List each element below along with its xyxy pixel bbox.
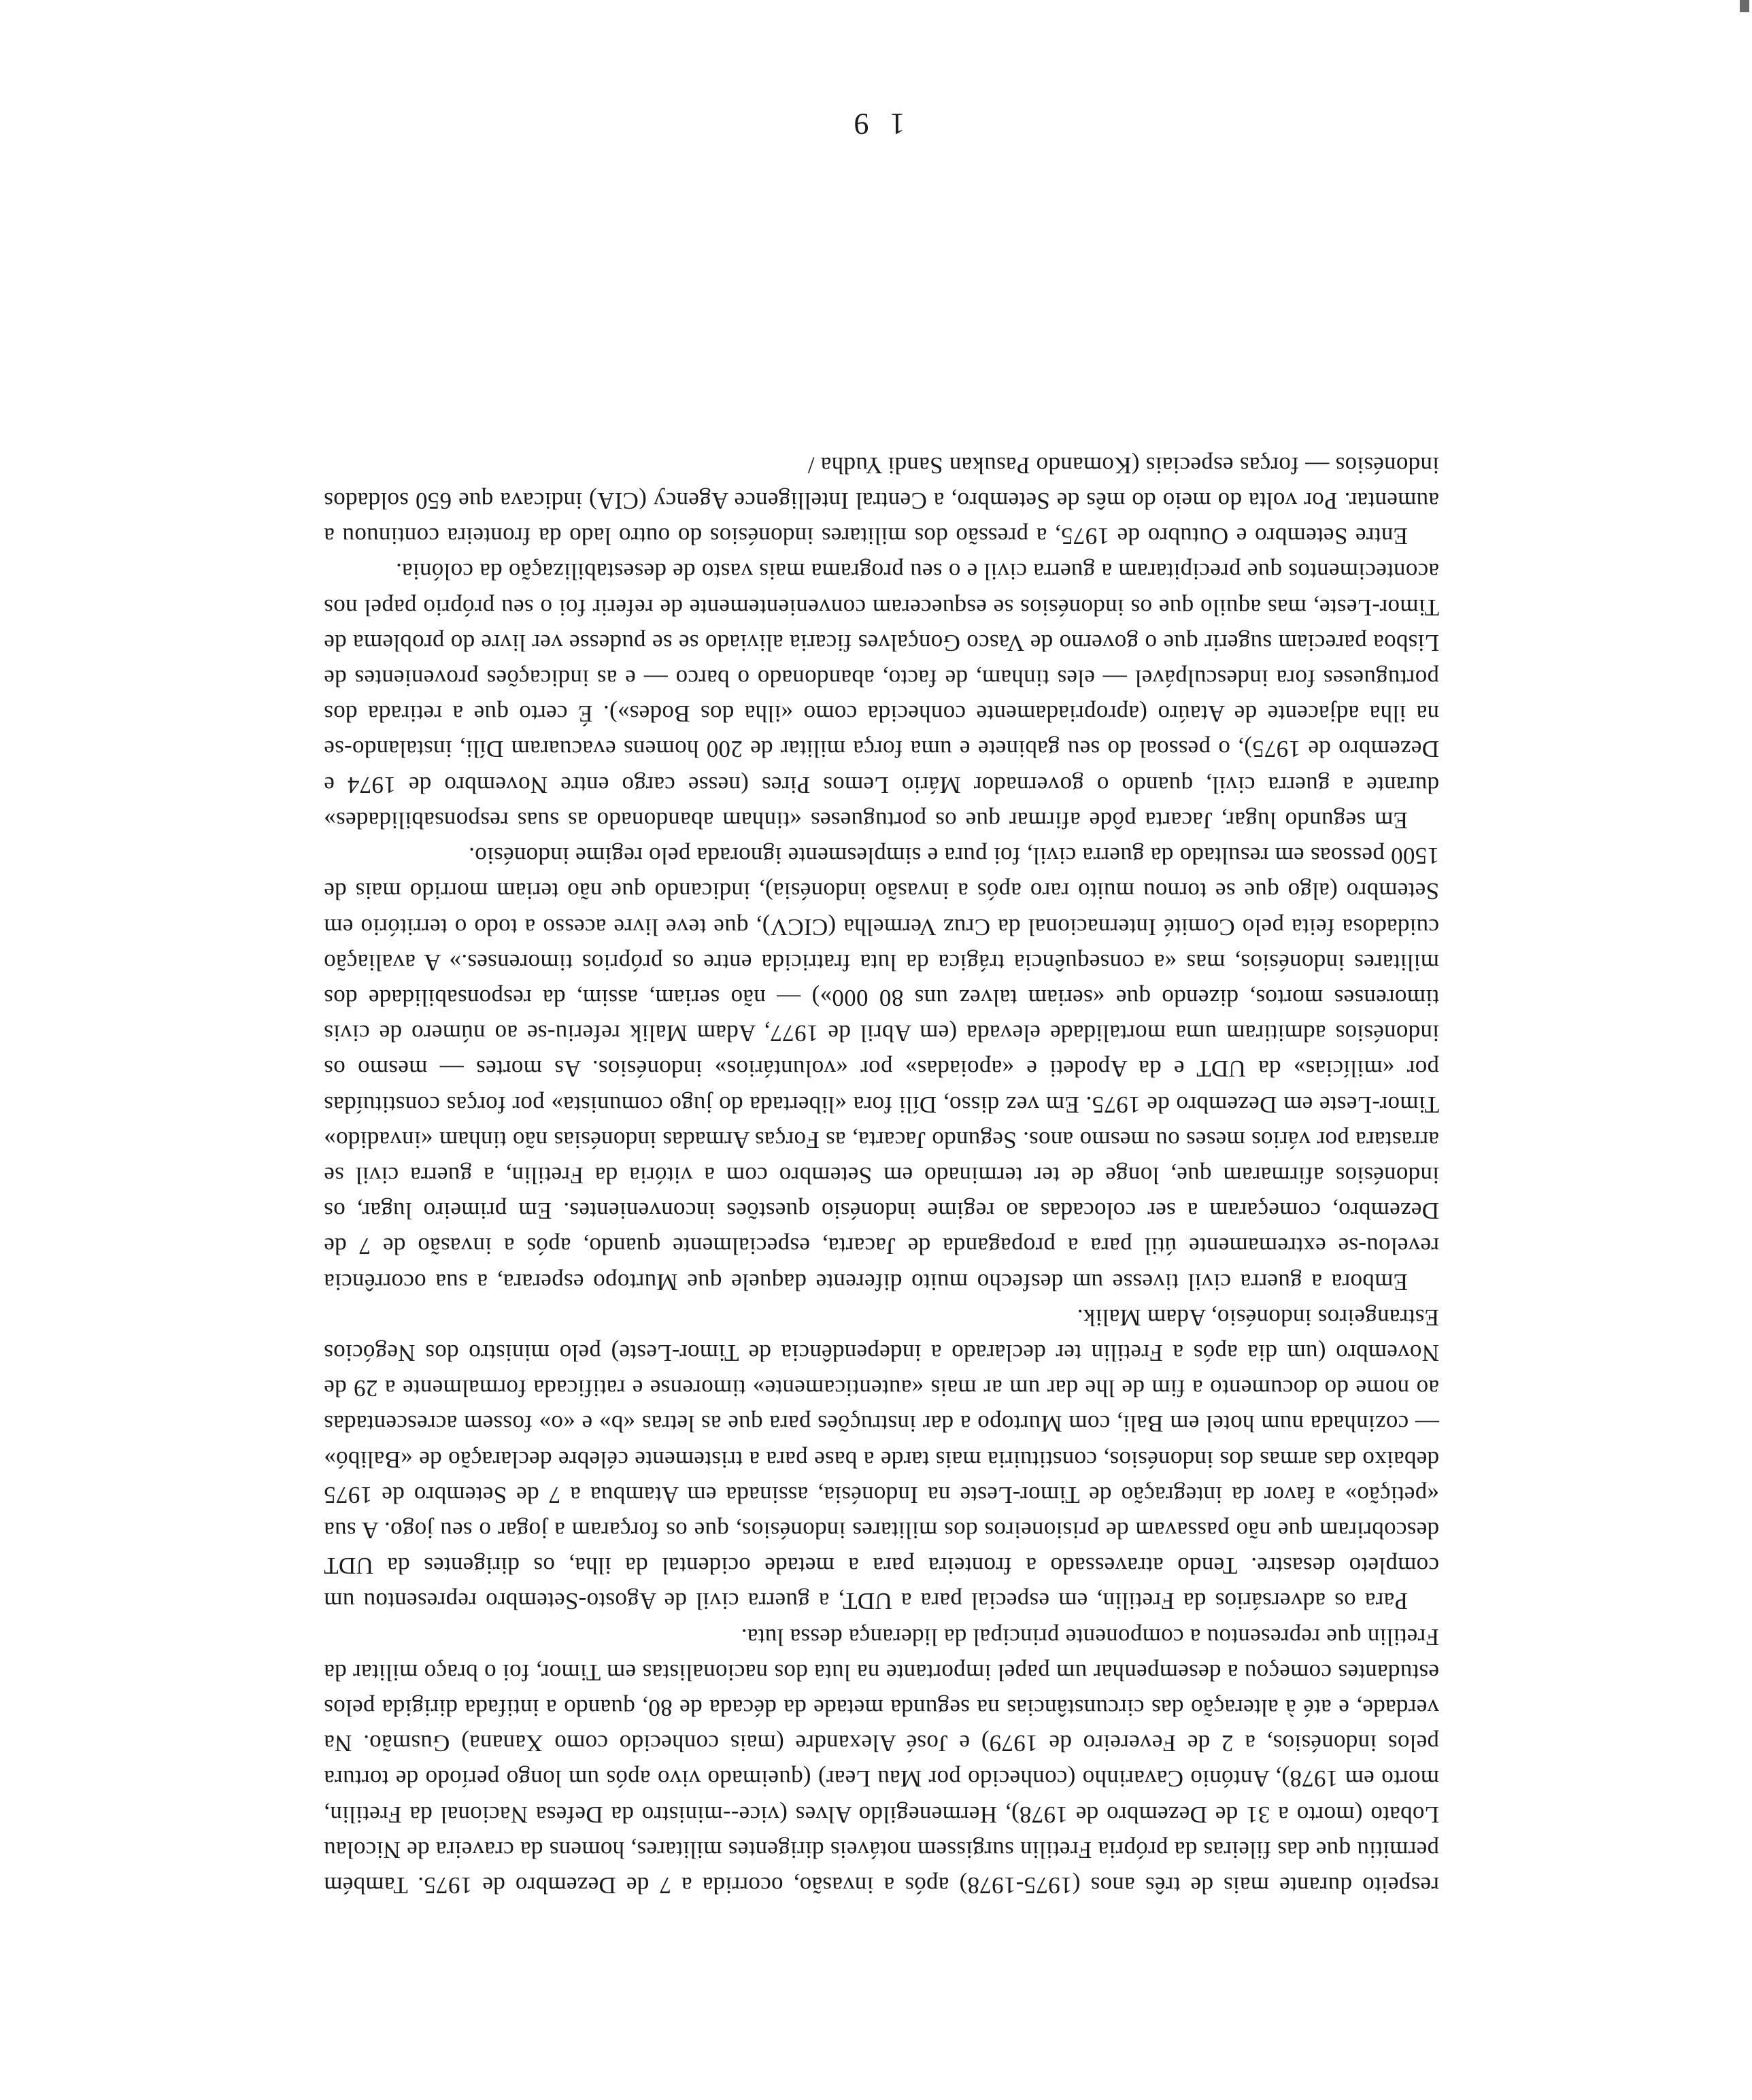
body-text [324,447,1439,1903]
paragraph-3: Embora a guerra civil tivesse um desfecho muito diferente daquele que Murtopo esperara, a sua ocorrência revelou-se extremamente útil para a propaganda de Jacarta, especialmente quando, após a invasão de 7 de Dezembro, começaram a ser colocadas ao regime indonésio questões inconvenientes. Em primeiro lugar, os indonésios afirmaram que, longe de ter terminado em Setembro com a vitória da Fretilin, a guerra civil se arrastara por vários meses ou mesmo anos. Segundo Jacarta, as Forças Armadas indonésias não tinham «invadido» Timor-Leste em Dezembro de 1975. Em vez disso, Díli fora «libertada do jugo comunista» por forças constituídas por «milícias» da UDT e da Apodeti e «apoiadas» por «voluntários» indonésios. As mortes — mesmo os indonésios admitiram uma mortalidade elevada (em Abril de 1977, Adam Malik referiu-se ao número de civis timorenses mortos, dizendo que «seriam talvez uns 80 000») — não seriam, assim, da responsabilidade dos militares indonésios, mas «a consequência trágica da luta fratricida entre os próprios timorenses.» A avaliação cuidadosa feita pelo Comité Internacional da Cruz Vermelha (CICV), que teve livre acesso a todo o território em Setembro (algo que se tornou muito raro após a invasão indonésia), indicando que não teriam morrido mais de 1500 pessoas em resultado da guerra civil, foi pura e simplesmente ignorada pelo regime indonésio. [324,843,1439,1295]
paragraph-4: Em segundo lugar, Jacarta pôde afirmar que os portugueses «tinham abandonado as suas responsabilidades» durante a guerra civil, quando o governador Mário Lemos Pires (nesse cargo entre Novembro de 1974 e Dezembro de 1975), o pessoal do seu gabinete e uma força militar de 200 homens evacuaram Díli, instalando-se na ilha adjacente de Ataúro (apropriadamente conhecida como «ilha dos Bodes»). É certo que a retirada dos portugueses fora indesculpável — eles tinham, de facto, abandonado o barco — e as indicações provenientes de Lisboa pareciam sugerir que o governo de Vasco Gonçalves ficaria aliviado se se pudesse ver livre do problema de Timor-Leste, mas aquilo que os indonésios se esqueceram convenientemente de referir foi o seu próprio papel nos acontecimentos que precipitaram a guerra civil e o seu programa mais vasto de desestabilização da colónia. [324,558,1439,834]
paragraph-1: respeito durante mais de três anos (1975-1978) após a invasão, ocorrida a 7 de Dezembro de 1975. Também permitiu que das fileiras da própria Fretilin surgissem notáveis dirigentes militares, homens da craveira de Nicolau Lobato (morto a 31 de Dezembro de 1978), Hermenegildo Alves (vice--ministro da Defesa Nacional da Fretilin, morto em 1978), António Cavarinho (conhecido por Mau Lear) (queimado vivo após um longo período de tortura pelos indonésios, a 2 de Fevereiro de 1979) e José Alexandre (mais conhecido como Xanana) Gusmão. Na verdade, e até à alteração das circunstâncias na segunda metade da década de 80, quando a intifada dirigida pelos estudantes começou a desempenhar um papel importante na luta dos nacionalistas em Timor, foi o braço militar da Fretilin que representou a componente principal da liderança dessa luta. [324,1623,1439,1899]
page-number: 1 9 [847,107,905,141]
paragraph-5: Entre Setembro e Outubro de 1975, a pressão dos militares indonésios do outro lado da fronteira continuou a aumentar. Por volta do meio do mês de Setembro, a Central Intelligence Agency (CIA) indicava que 650 soldados indonésios — forças especiais (Komando Pasukan Sandi Yudha / [324,452,1439,550]
paragraph-2: Para os adversários da Fretilin, em especial para a UDT, a guerra civil de Agosto-Setembro representou um completo desastre. Tendo atravessado a fronteira para a metade ocidental da ilha, os dirigentes da UDT descobriram que não passavam de prisioneiros dos militares indonésios, que os forçaram a jogar o seu jogo. A sua «petição» a favor da integração de Timor-Leste na Indonésia, assinada em Atambua a 7 de Setembro de 1975 debaixo das armas dos indonésios, constituiria mais tarde a base para a tristemente célebre declaração de «Balibó» — cozinhada num hotel em Bali, com Murtopo a dar instruções para que as letras «b» e «o» fossem acrescentadas ao nome do documento a fim de lhe dar um ar mais «autenticamente» timorense e ratificada formalmente a 29 de Novembro (um dia após a Fretilin ter declarado a independência de Timor-Leste) pelo ministro dos Negócios Estrangeiros indonésio, Adam Malik. [324,1304,1439,1615]
